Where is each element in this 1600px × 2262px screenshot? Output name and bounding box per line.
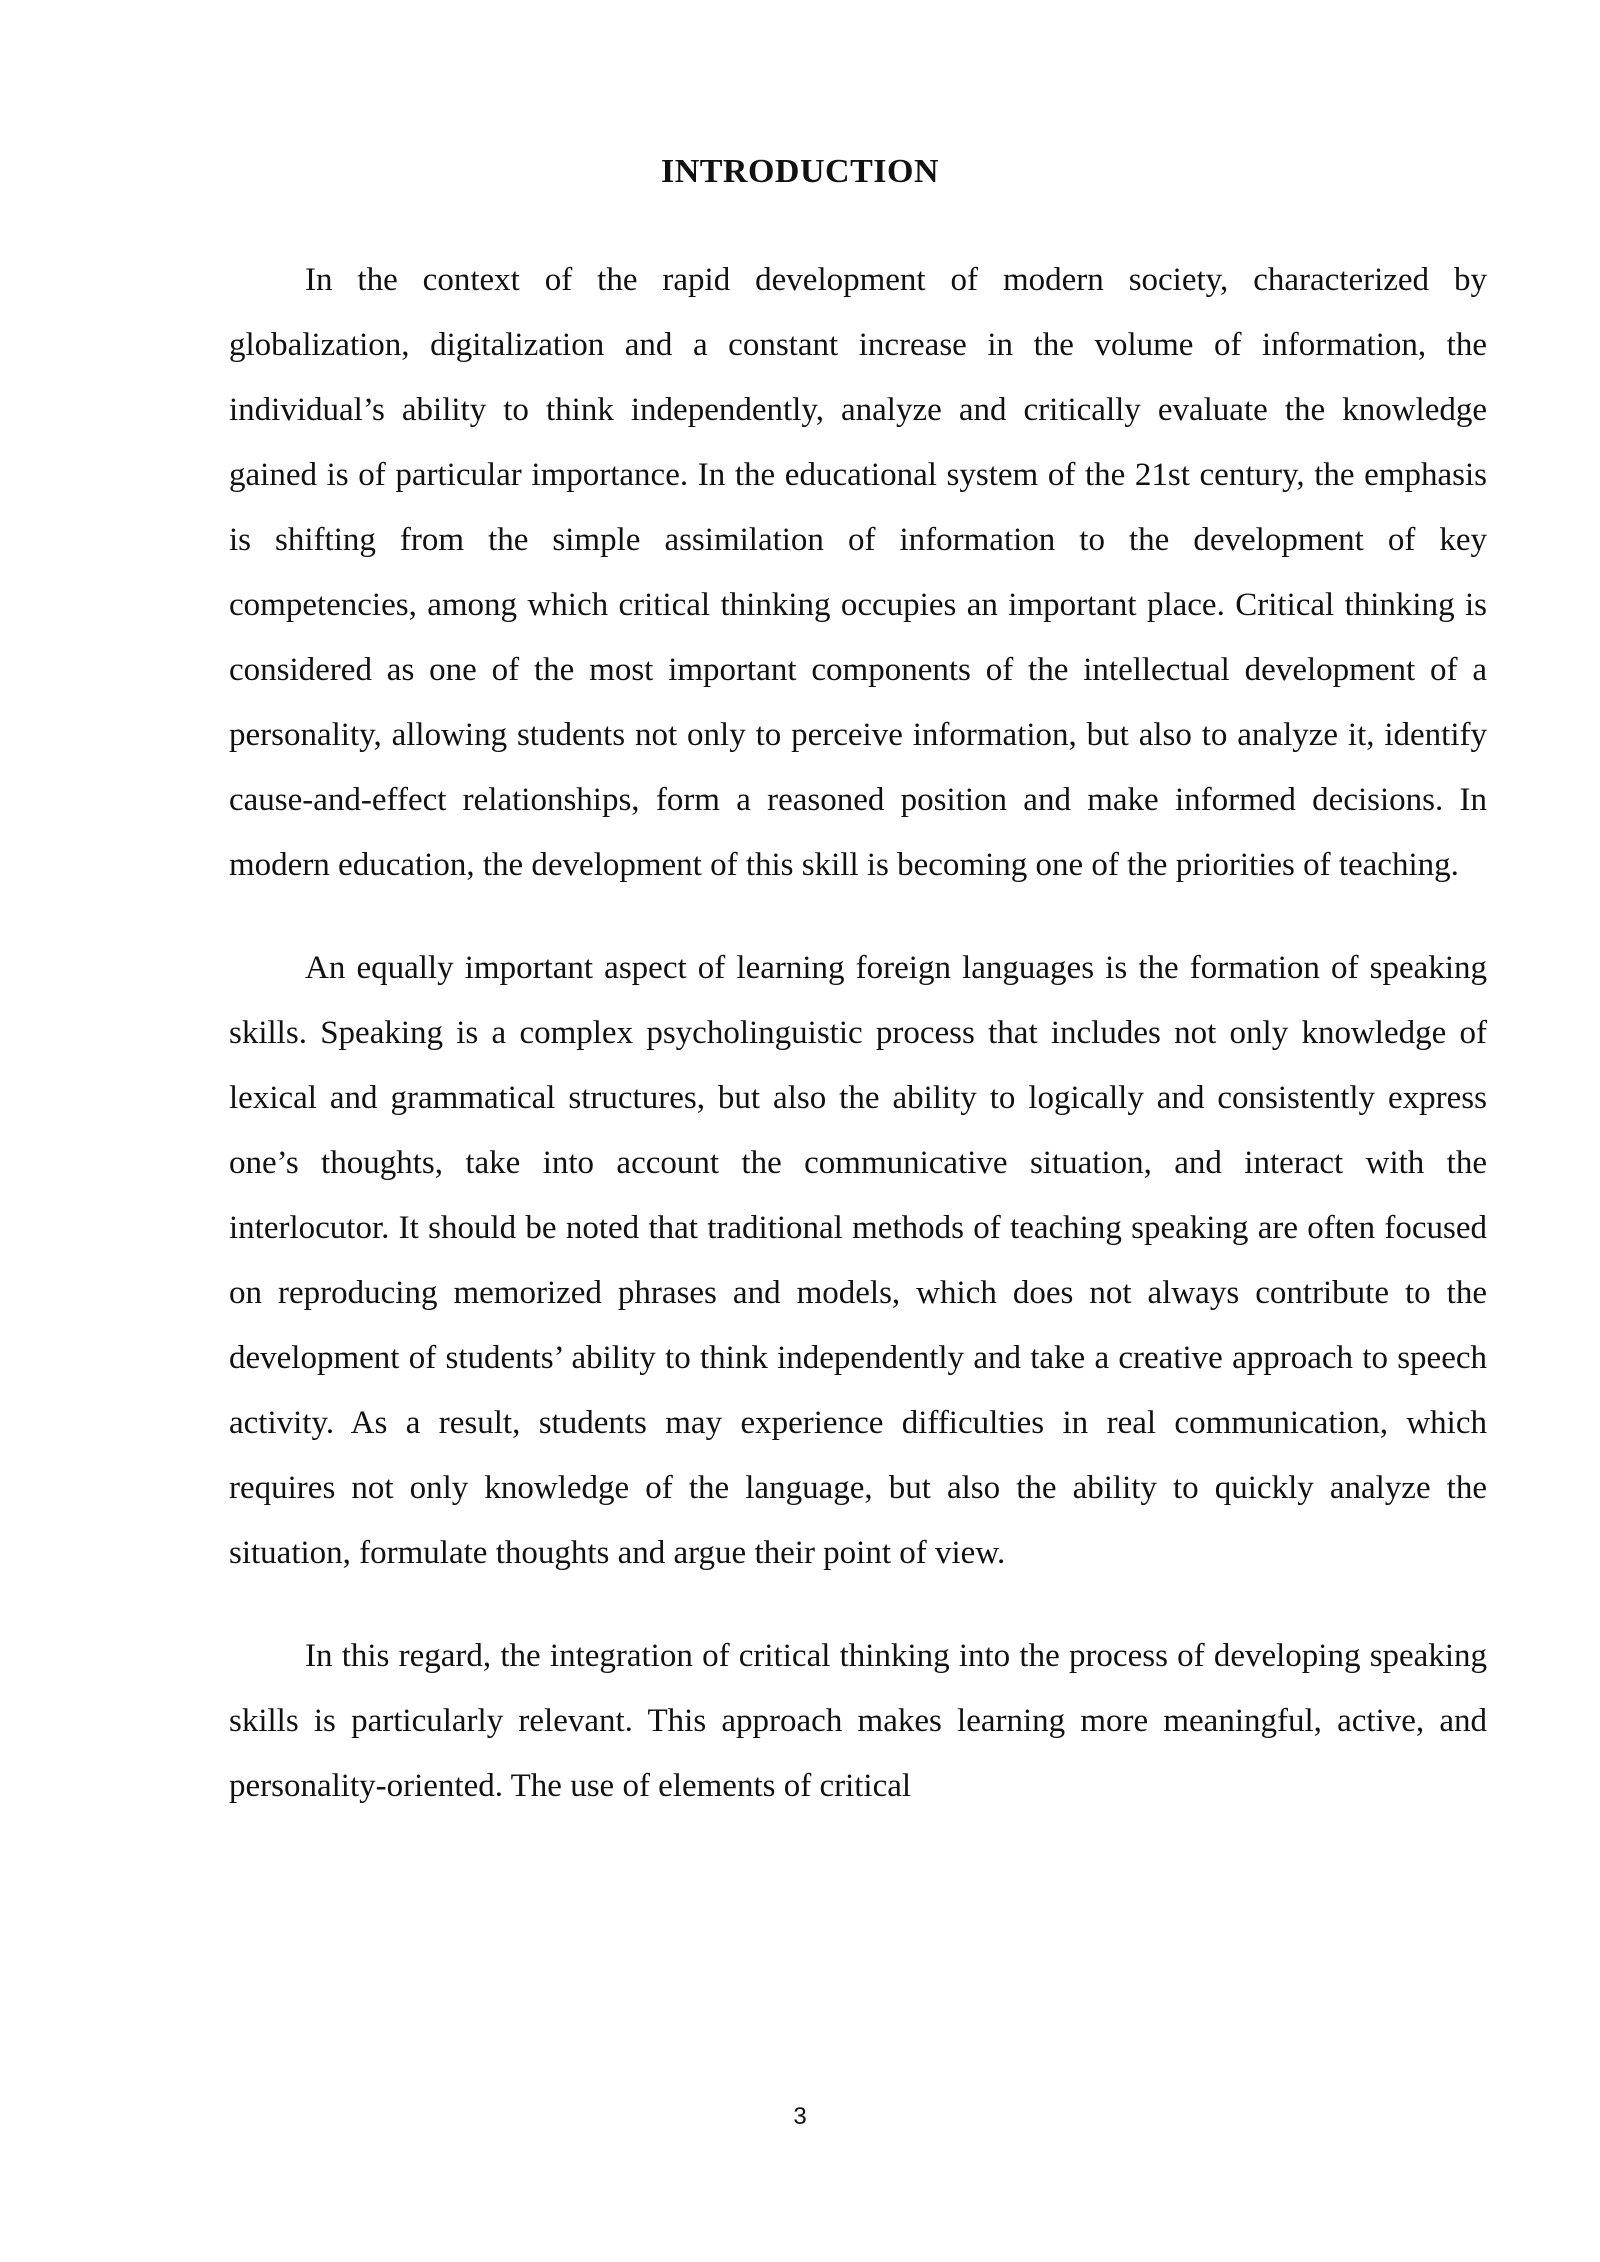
paragraph-1: In the context of the rapid development of modern society, characterized by globalization, digitalization and a constant increase in the volume of information, the individual’s ability to think independently, analyze and critically evaluate the knowledge gained is of particular importance. In the educational system of the 21st century, the emphasis is shifting from the simple assimilation of information to the development of key competencies, among which critical thinking occupies an important place. Critical thinking is considered as one of the most important components of the intellectual development of a personality, allowing students not only to perceive information, but also to analyze it, identify cause-and-effect relationships, form a reasoned position and make informed decisions. In modern education, the development of this skill is becoming one of the priorities of teaching. [229,262,1487,883]
paragraph-3: In this regard, the integration of critical thinking into the process of developing speaking skills is particularly relevant. This approach makes learning more meaningful, active, and personality-oriented. The use of elements of critical [229,1638,1487,1804]
section-heading: INTRODUCTION [660,153,940,190]
paragraph-2: An equally important aspect of learning foreign languages is the formation of speaking skills. Speaking is a complex psycholinguistic process that includes not only knowledge of lexical and grammatical structures, but also the ability to logically and consistently express one’s thoughts, take into account the communicative situation, and interact with the interlocutor. It should be noted that traditional methods of teaching speaking are often focused on reproducing memorized phrases and models, which does not always contribute to the development of students’ ability to think independently and take a creative approach to speech activity. As a result, students may experience difficulties in real communication, which requires not only knowledge of the language, but also the ability to quickly analyze the situation, formulate thoughts and argue their point of view. [229,950,1487,1571]
page-number: 3 [793,2103,807,2130]
body-text [229,248,1487,1819]
